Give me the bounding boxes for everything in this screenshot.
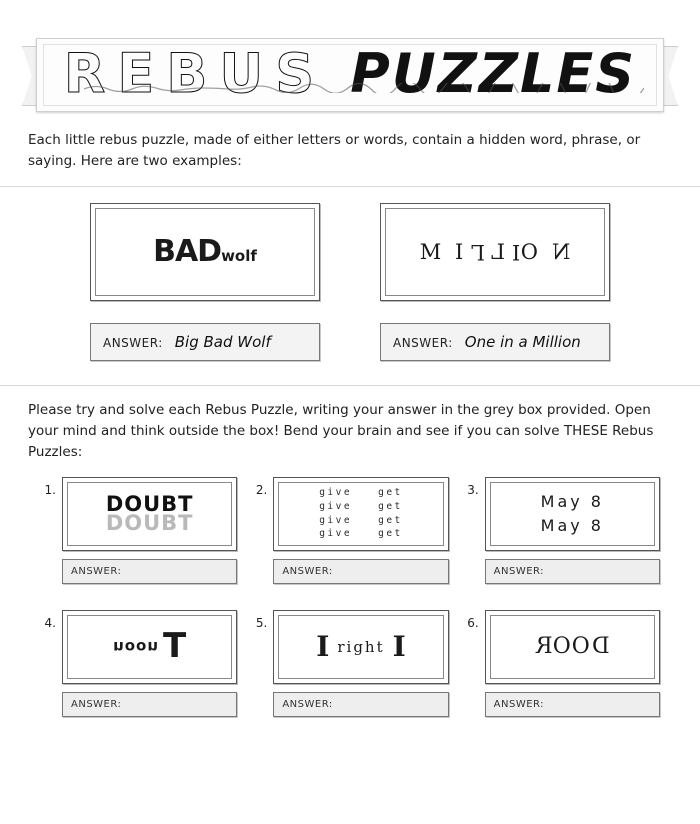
puzzle-cell-5 <box>251 610 448 717</box>
art-get: get <box>378 487 403 499</box>
art-may-line1: May 8 <box>540 491 604 511</box>
art-i-right-i <box>316 630 405 663</box>
art-noon-word: noon <box>113 637 160 656</box>
puzzle-art-area-4 <box>67 615 232 679</box>
example-one-in-a-million <box>380 203 610 361</box>
art-get: get <box>378 528 403 540</box>
puzzle-number-5: 5. <box>255 615 268 630</box>
art-give-get-row <box>319 527 403 541</box>
art-give: give <box>319 528 353 540</box>
art-noon-t <box>113 626 187 667</box>
puzzle-art-area-1 <box>67 482 232 546</box>
art-give-get-row <box>319 486 403 500</box>
puzzle-cell-1 <box>40 477 237 584</box>
puzzle-box-3 <box>485 477 660 551</box>
divider-middle <box>0 385 700 386</box>
answer-input-1[interactable]: ANSWER: <box>62 559 237 584</box>
art-million-letters: MILLION <box>419 239 571 264</box>
puzzle-cell-6 <box>463 610 660 717</box>
puzzle-art-area-5 <box>278 615 443 679</box>
puzzle-cell-2 <box>251 477 448 584</box>
example-puzzle-art-area <box>95 208 315 296</box>
art-give-get <box>319 486 403 541</box>
art-door-reversed <box>535 634 609 659</box>
example-answer-bar <box>380 323 610 361</box>
page-title-word-puzzles: PUZZLES <box>350 42 637 106</box>
art-may-8 <box>541 490 604 538</box>
art-bad-wolf <box>153 234 257 269</box>
puzzle-number-3: 3. <box>467 482 479 497</box>
puzzle-number-6: 6. <box>467 615 479 630</box>
art-doubt <box>105 491 194 535</box>
art-may-line2: May 8 <box>540 515 604 535</box>
answer-label: ANSWER: <box>103 335 163 350</box>
puzzle-art-area-3 <box>490 482 655 546</box>
examples-section <box>0 203 700 361</box>
art-right-word: right <box>337 637 385 656</box>
example-puzzle-box <box>380 203 610 301</box>
art-doubt-top: DOUBT <box>105 491 194 516</box>
art-give: give <box>319 487 353 499</box>
art-million <box>420 240 571 264</box>
art-bad-main: BAD <box>153 234 222 270</box>
puzzle-box-6 <box>485 610 660 684</box>
art-give: give <box>319 514 353 526</box>
art-get: get <box>378 500 403 512</box>
example-answer-text: One in a Million <box>464 332 581 351</box>
puzzle-number-1: 1. <box>44 482 56 497</box>
example-puzzle-art-area <box>385 208 605 296</box>
art-doubt-bottom: DOUBT <box>105 510 194 535</box>
scribble-decoration <box>84 83 644 93</box>
example-puzzle-box <box>90 203 320 301</box>
art-door-letters: ROOD <box>535 634 610 660</box>
art-bad-sub: wolf <box>221 247 257 266</box>
art-left-i: I <box>316 630 330 664</box>
header-banner <box>22 32 678 118</box>
answer-input-2[interactable]: ANSWER: <box>273 559 448 584</box>
intro-text: Each little rebus puzzle, made of either letters or words, contain a hidden word, phrase, or saying. Here are two examples: <box>28 132 641 169</box>
puzzle-box-2 <box>273 477 448 551</box>
puzzle-cell-3 <box>463 477 660 584</box>
puzzle-art-area-2 <box>278 482 443 546</box>
banner-panel <box>36 38 664 112</box>
page-title <box>44 42 656 105</box>
puzzle-number-4: 4. <box>44 615 56 630</box>
art-give-get-row <box>319 514 403 528</box>
answer-input-3[interactable]: ANSWER: <box>485 559 660 584</box>
answer-input-5[interactable]: ANSWER: <box>273 692 448 717</box>
art-give-get-row <box>319 500 403 514</box>
answer-input-4[interactable]: ANSWER: <box>62 692 237 717</box>
banner-inner-border <box>43 44 657 106</box>
example-answer-text: Big Bad Wolf <box>174 332 271 351</box>
divider-top <box>0 186 700 187</box>
art-right-i: I <box>392 630 406 664</box>
puzzle-cell-4 <box>40 610 237 717</box>
art-noon-letter: T <box>163 626 187 667</box>
puzzle-box-5 <box>273 610 448 684</box>
instructions-text: Please try and solve each Rebus Puzzle, writing your answer in the grey box provided. Open your mind and think outside the box! Bend your brain and see if you can solve THESE Rebus Puzzles: <box>28 401 654 460</box>
puzzle-grid <box>40 477 660 717</box>
answer-label: ANSWER: <box>393 335 453 350</box>
art-give: give <box>319 500 353 512</box>
puzzle-number-2: 2. <box>255 482 268 497</box>
puzzle-box-1 <box>62 477 237 551</box>
example-bad-wolf <box>90 203 320 361</box>
art-get: get <box>378 514 403 526</box>
example-answer-bar <box>90 323 320 361</box>
page-title-word-rebus: REBUS <box>63 42 327 106</box>
puzzle-art-area-6 <box>490 615 655 679</box>
puzzle-box-4 <box>62 610 237 684</box>
answer-input-6[interactable]: ANSWER: <box>485 692 660 717</box>
